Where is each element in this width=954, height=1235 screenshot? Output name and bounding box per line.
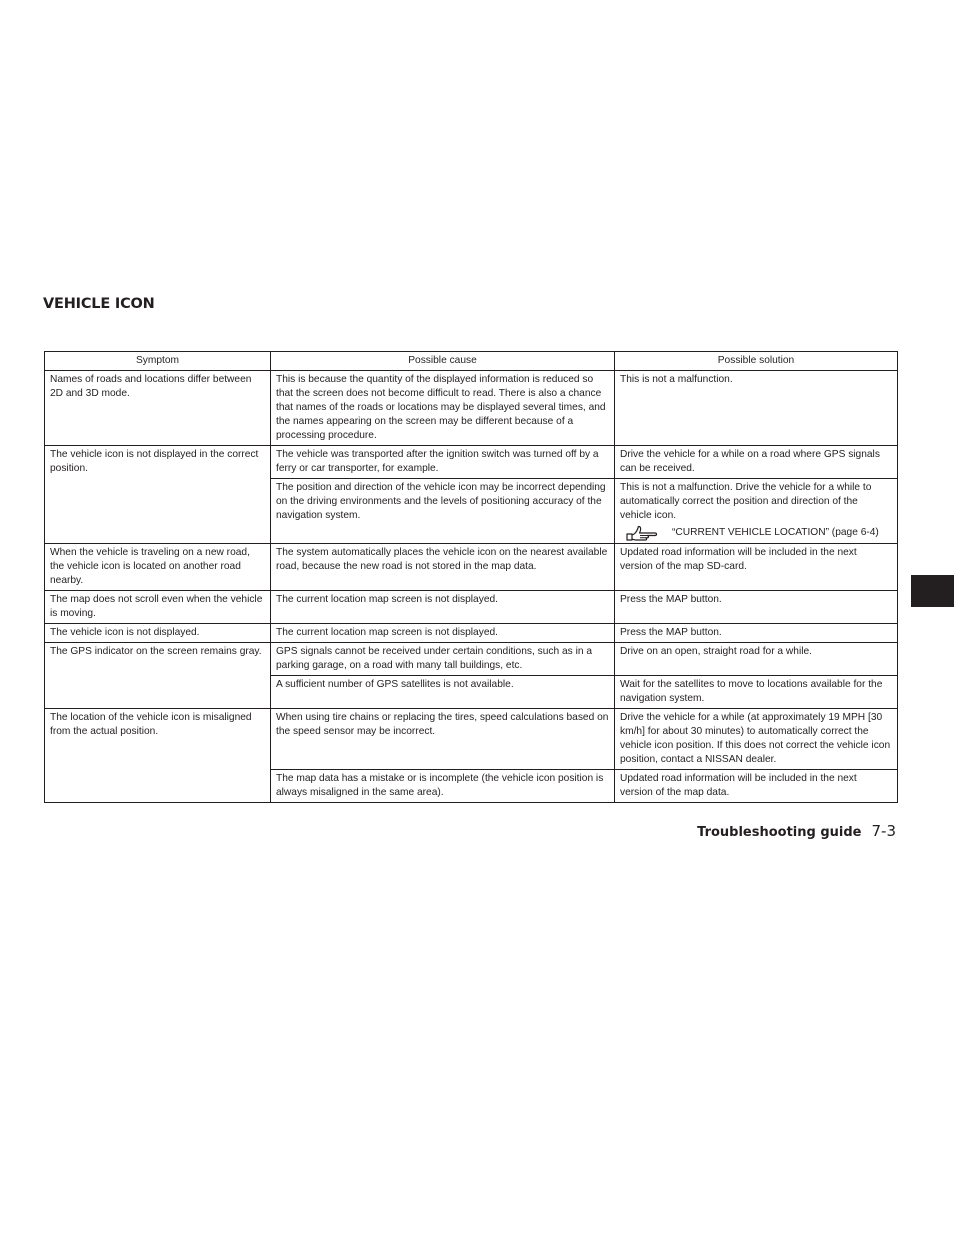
- cause-cell: A sufficient number of GPS satellites is not available.: [271, 676, 615, 709]
- cause-cell: The map data has a mistake or is incomplete (the vehicle icon position is always misaligned in the same area).: [271, 770, 615, 803]
- table-row: [45, 371, 898, 446]
- header-possible-cause: Possible cause: [271, 352, 615, 371]
- solution-cell: Wait for the satellites to move to locations available for the navigation system.: [615, 676, 898, 709]
- symptom-cell: The vehicle icon is not displayed in the correct position.: [45, 446, 271, 544]
- page-reference: [620, 525, 892, 541]
- solution-cell: Press the MAP button.: [615, 591, 898, 624]
- solution-cell: Updated road information will be included in the next version of the map SD-card.: [615, 544, 898, 591]
- solution-cell: Drive on an open, straight road for a while.: [615, 643, 898, 676]
- solution-text: This is not a malfunction. Drive the vehicle for a while to automatically correct the position and direction of the vehicle icon.: [620, 482, 872, 521]
- chapter-title: Troubleshooting guide: [697, 825, 862, 840]
- cause-cell: GPS signals cannot be received under certain conditions, such as in a parking garage, on a road with many tall buildings, etc.: [271, 643, 615, 676]
- table-row: [45, 591, 898, 624]
- header-symptom: Symptom: [45, 352, 271, 371]
- solution-cell: This is not a malfunction.: [615, 371, 898, 446]
- table-row: [45, 709, 898, 770]
- symptom-cell: The location of the vehicle icon is misaligned from the actual position.: [45, 709, 271, 803]
- chapter-tab: [911, 575, 954, 607]
- symptom-cell: Names of roads and locations differ between 2D and 3D mode.: [45, 371, 271, 446]
- cause-cell: The system automatically places the vehicle icon on the nearest available road, because the new road is not stored in the map data.: [271, 544, 615, 591]
- table-row: [45, 544, 898, 591]
- section-title: VEHICLE ICON: [43, 296, 155, 312]
- troubleshooting-table: [44, 351, 898, 803]
- page-number: 7-3: [871, 822, 896, 840]
- solution-cell: Drive the vehicle for a while (at approximately 19 MPH [30 km/h] for about 30 minutes) to automatically correct the vehicle icon position. If this does not correct the vehicle icon position, contact a NISSAN dealer.: [615, 709, 898, 770]
- symptom-cell: When the vehicle is traveling on a new road, the vehicle icon is located on another road nearby.: [45, 544, 271, 591]
- cause-cell: The current location map screen is not displayed.: [271, 624, 615, 643]
- solution-cell: [615, 479, 898, 544]
- table-header-row: [45, 352, 898, 371]
- solution-cell: Updated road information will be included in the next version of the map data.: [615, 770, 898, 803]
- pointing-hand-icon: [626, 525, 658, 541]
- symptom-cell: The vehicle icon is not displayed.: [45, 624, 271, 643]
- cause-cell: The vehicle was transported after the ignition switch was turned off by a ferry or car transporter, for example.: [271, 446, 615, 479]
- solution-cell: Drive the vehicle for a while on a road where GPS signals can be received.: [615, 446, 898, 479]
- cause-cell: The position and direction of the vehicle icon may be incorrect depending on the driving environments and the levels of positioning accuracy of the navigation system.: [271, 479, 615, 544]
- cause-cell: When using tire chains or replacing the tires, speed calculations based on the speed sensor may be incorrect.: [271, 709, 615, 770]
- page-footer: [697, 821, 896, 840]
- cause-cell: This is because the quantity of the displayed information is reduced so that the screen does not become difficult to read. There is also a chance that names of the roads or locations may be displayed several times, and the names appearing on the screen may be different because of a processing procedure.: [271, 371, 615, 446]
- table-row: [45, 643, 898, 676]
- reference-text: “CURRENT VEHICLE LOCATION” (page 6-4): [672, 527, 879, 538]
- cause-cell: The current location map screen is not displayed.: [271, 591, 615, 624]
- header-possible-solution: Possible solution: [615, 352, 898, 371]
- symptom-cell: The GPS indicator on the screen remains gray.: [45, 643, 271, 709]
- solution-cell: Press the MAP button.: [615, 624, 898, 643]
- table-row: [45, 446, 898, 479]
- table-row: [45, 624, 898, 643]
- symptom-cell: The map does not scroll even when the vehicle is moving.: [45, 591, 271, 624]
